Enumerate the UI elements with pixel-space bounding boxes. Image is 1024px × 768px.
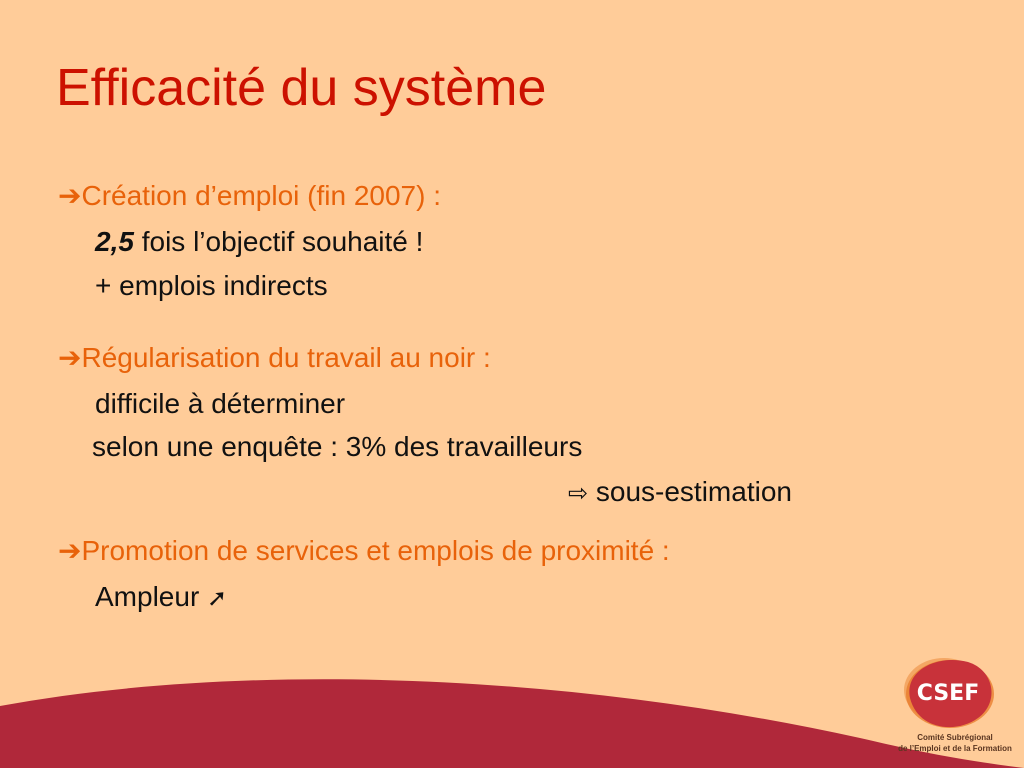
ampleur-text: Ampleur xyxy=(95,581,200,612)
bullet-heading: Création d’emploi (fin 2007) : xyxy=(81,180,441,211)
arrow-up-right-icon: ➚ xyxy=(207,585,228,612)
emplois-indirects: + emplois indirects xyxy=(95,270,328,301)
bullet-heading: Régularisation du travail au noir : xyxy=(81,342,491,373)
hollow-arrow-right-icon: ⇨ xyxy=(568,480,589,507)
bullet-heading: Promotion de services et emplois de proximité : xyxy=(81,535,670,566)
footer-wave xyxy=(0,668,1024,768)
slide-title: Efficacité du système xyxy=(56,59,547,117)
arrow-right-icon: ➔ xyxy=(58,535,82,566)
conclusion-text: sous-estimation xyxy=(595,476,792,507)
logo-name: CSEF xyxy=(916,681,980,706)
regularisation-survey: selon une enquête : 3% des travailleurs xyxy=(92,431,583,462)
bullet-promotion-services xyxy=(58,537,670,565)
logo-subtitle-1: Comité Subrégional xyxy=(917,733,993,742)
regularisation-difficulty: difficile à déterminer xyxy=(95,388,346,419)
arrow-right-icon: ➔ xyxy=(58,342,82,373)
regularisation-conclusion xyxy=(568,476,792,508)
logo-subtitle-2: de l’Emploi et de la Formation xyxy=(898,744,1012,753)
ratio-value: 2,5 xyxy=(95,226,134,257)
ratio-text: fois l’objectif souhaité ! xyxy=(141,226,424,257)
creation-emploi-ratio xyxy=(95,226,423,258)
promotion-ampleur xyxy=(95,581,227,613)
bullet-creation-emploi xyxy=(58,182,441,210)
arrow-right-icon: ➔ xyxy=(58,180,82,211)
bullet-regularisation xyxy=(58,344,491,372)
